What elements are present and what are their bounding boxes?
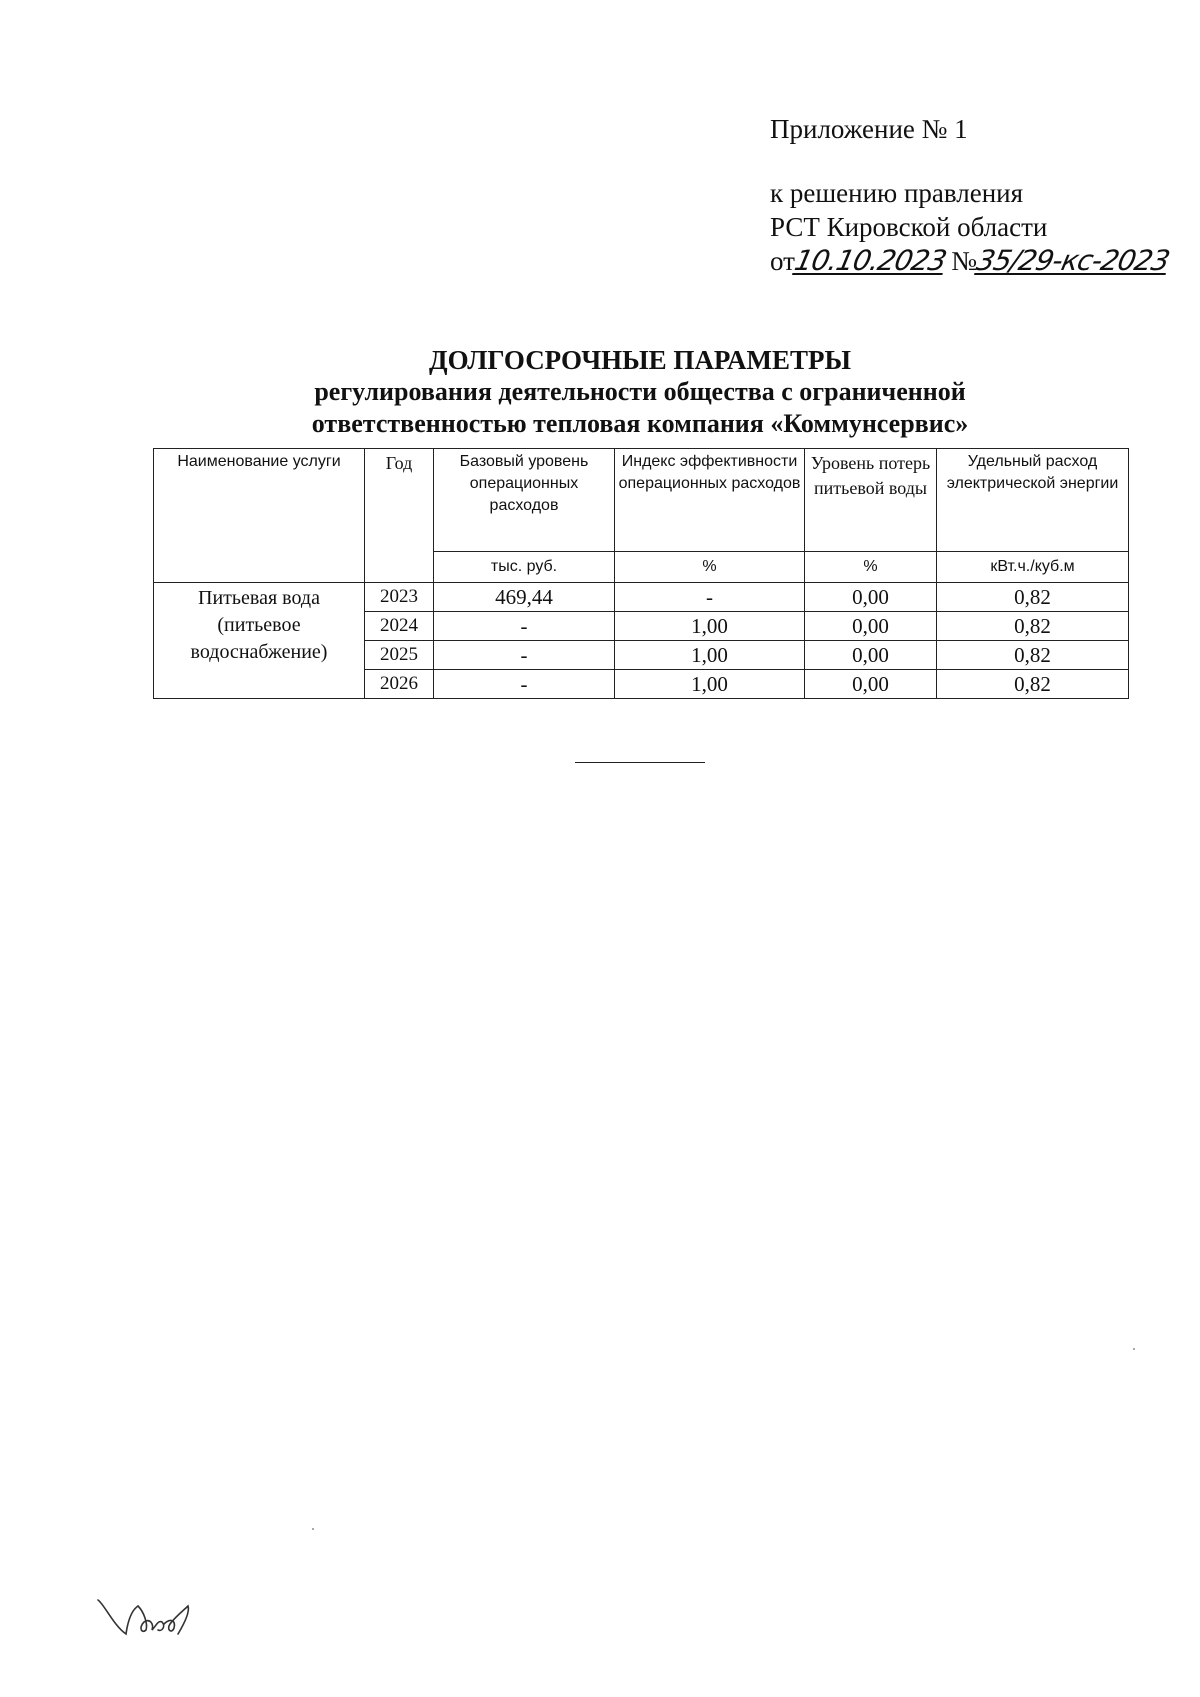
- cell-efficiency-index: 1,00: [615, 670, 805, 699]
- service-name: Питьевая вода (питьевое водоснабжение): [154, 583, 365, 699]
- cell-year: 2023: [365, 583, 434, 612]
- header-base-level: Базовый уровень операционных расходов: [434, 449, 615, 552]
- parameters-table: [153, 448, 1129, 699]
- signature-mark: [92, 1590, 212, 1650]
- header-service: Наименование услуги: [154, 449, 365, 583]
- document-title: [150, 344, 1130, 440]
- header-efficiency-index: Индекс эффективности операционных расходов: [615, 449, 805, 552]
- cell-base-level: 469,44: [434, 583, 615, 612]
- cell-year: 2026: [365, 670, 434, 699]
- unit-efficiency-index: %: [615, 552, 805, 583]
- scan-speck: [1133, 1348, 1135, 1350]
- header-loss-level: Уровень потерь питьевой воды: [805, 449, 937, 552]
- number-prefix: №: [951, 246, 978, 276]
- title-line-3: ответственностью тепловая компания «Коммунсервис»: [311, 409, 969, 438]
- appendix-line-1: к решению правления: [770, 178, 1024, 208]
- title-line-2: регулирования деятельности общества с ограниченной: [314, 377, 966, 406]
- cell-base-level: -: [434, 670, 615, 699]
- cell-year: 2024: [365, 612, 434, 641]
- cell-energy-rate: 0,82: [937, 670, 1129, 699]
- header-year: Год: [365, 449, 434, 583]
- cell-base-level: -: [434, 641, 615, 670]
- appendix-date-line: [770, 244, 1173, 278]
- cell-loss-level: 0,00: [805, 583, 937, 612]
- cell-year: 2025: [365, 641, 434, 670]
- appendix-block: [770, 112, 1173, 278]
- cell-efficiency-index: -: [615, 583, 805, 612]
- cell-loss-level: 0,00: [805, 641, 937, 670]
- cell-energy-rate: 0,82: [937, 641, 1129, 670]
- appendix-line-2: РСТ Кировской области: [770, 212, 1048, 242]
- end-divider: [575, 762, 705, 763]
- decision-date: 10.10.2023: [791, 244, 949, 277]
- title-main: ДОЛГОСРОЧНЫЕ ПАРАМЕТРЫ: [429, 345, 851, 375]
- scan-speck: [312, 1528, 314, 1530]
- decision-number: 35/29-кс-2023: [973, 244, 1173, 277]
- cell-loss-level: 0,00: [805, 612, 937, 641]
- unit-energy-rate: кВт.ч./куб.м: [937, 552, 1129, 583]
- cell-base-level: -: [434, 612, 615, 641]
- unit-base-level: тыс. руб.: [434, 552, 615, 583]
- cell-energy-rate: 0,82: [937, 583, 1129, 612]
- unit-loss-level: %: [805, 552, 937, 583]
- from-prefix: от: [770, 246, 795, 276]
- cell-efficiency-index: 1,00: [615, 641, 805, 670]
- cell-loss-level: 0,00: [805, 670, 937, 699]
- cell-efficiency-index: 1,00: [615, 612, 805, 641]
- header-energy-rate: Удельный расход электрической энергии: [937, 449, 1129, 552]
- appendix-number: Приложение № 1: [770, 114, 968, 144]
- table-row: [154, 583, 1129, 612]
- cell-energy-rate: 0,82: [937, 612, 1129, 641]
